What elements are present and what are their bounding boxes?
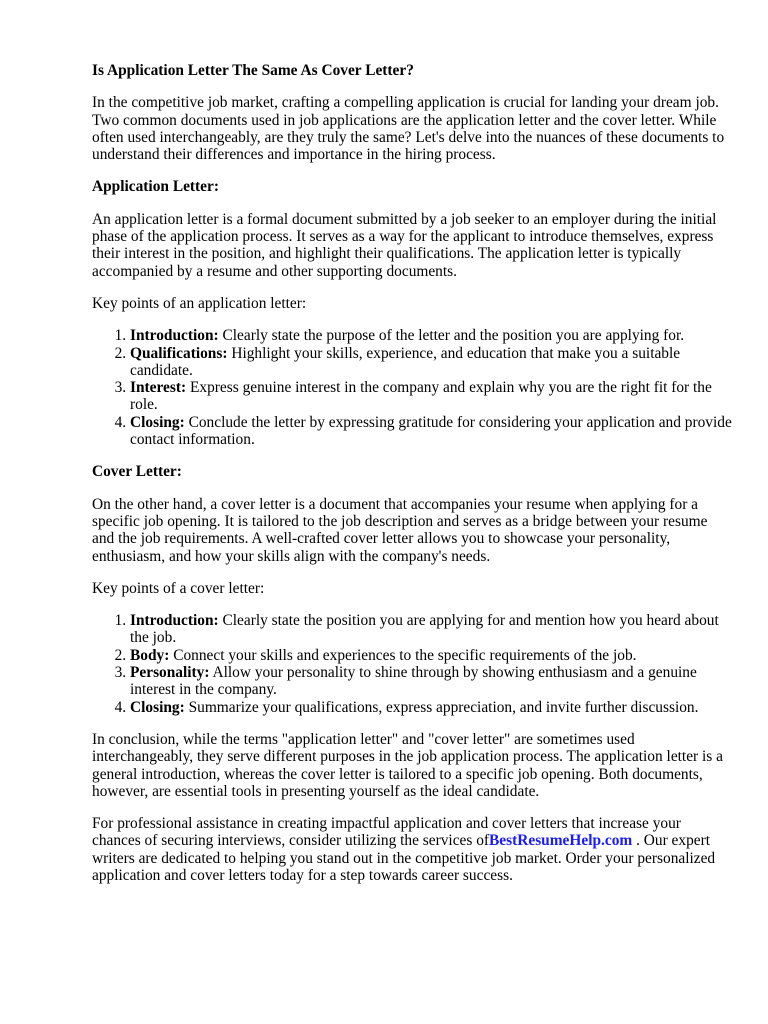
list-item [130, 327, 732, 344]
best-resume-help-link[interactable]: BestResumeHelp.com [489, 832, 633, 850]
list-item-term: Closing: [130, 698, 185, 716]
list-item-term: Personality: [130, 664, 210, 682]
cta-text-after: . Our expert writers are dedicated to helping you stand out in the competitive job market. Order your personalized application and cover letters today for a step towards career success. [92, 832, 716, 884]
list-item-text: Summarize your qualifications, express appreciation, and invite further discussion. [184, 698, 699, 716]
list-item-term: Qualifications: [130, 344, 228, 362]
application-key-points-label: Key points of an application letter: [92, 294, 307, 312]
cover-letter-heading: Cover Letter: [92, 463, 182, 481]
list-item [130, 345, 732, 380]
list-item-term: Body: [130, 646, 170, 664]
application-letter-paragraph: An application letter is a formal document submitted by a job seeker to an employer during the initial phase of the application process. It serves as a way for the applicant to introduce themselves, express their interest in the position, and highlight their qualifications. The application letter is typically accompanied by a resume and other supporting documents. [92, 210, 717, 280]
cta-text-before: For professional assistance in creating impactful application and cover letters that increase your chances of securing interviews, consider utilizing the services of [92, 815, 681, 850]
cover-letter-paragraph: On the other hand, a cover letter is a document that accompanies your resume when applying for a specific job opening. It is tailored to the job description and serves as a bridge between your resume and the job requirements. A well-crafted cover letter allows you to showcase your personality, enthusiasm, and how your skills align with the company's needs. [92, 495, 708, 565]
conclusion-paragraph: In conclusion, while the terms "application letter" and "cover letter" are sometimes used interchangeably, they serve different purposes in the job application process. The application letter is a general introduction, whereas the cover letter is tailored to a specific job opening. Both documents, however, are essential tools in presenting yourself as the ideal candidate. [92, 730, 723, 800]
list-item [130, 647, 732, 664]
application-letter-heading: Application Letter: [92, 178, 219, 196]
list-item [130, 664, 732, 699]
document-title: Is Application Letter The Same As Cover Letter? [92, 62, 414, 79]
application-key-points-list [92, 327, 732, 448]
list-item-text: Express genuine interest in the company and explain why you are the right fit for the role. [130, 379, 712, 414]
cover-key-points-list [92, 612, 732, 716]
list-item [130, 699, 732, 716]
cta-paragraph [92, 815, 732, 884]
cover-key-points-label: Key points of a cover letter: [92, 579, 265, 597]
list-item-text: Highlight your skills, experience, and education that make you a suitable candidate. [130, 344, 681, 379]
intro-paragraph: In the competitive job market, crafting a compelling application is crucial for landing your dream job. Two common documents used in job applications are the application letter and the cover letter. While often used interchangeably, are they truly the same? Let's delve into the nuances of these documents to understand their differences and importance in the hiring process. [92, 94, 725, 164]
list-item-text: Clearly state the position you are applying for and mention how you heard about the job. [130, 612, 719, 647]
list-item-term: Introduction: [130, 327, 219, 345]
list-item [130, 379, 732, 414]
list-item-text: Connect your skills and experiences to the specific requirements of the job. [169, 646, 637, 664]
list-item-text: Clearly state the purpose of the letter and the position you are applying for. [218, 327, 685, 345]
list-item [130, 612, 732, 647]
list-item [130, 414, 732, 449]
list-item-text: Allow your personality to shine through by showing enthusiasm and a genuine interest in the company. [130, 664, 697, 699]
document-page [92, 62, 732, 884]
list-item-term: Interest: [130, 379, 187, 397]
list-item-text: Conclude the letter by expressing gratitude for considering your application and provide contact information. [130, 413, 732, 449]
list-item-term: Closing: [130, 413, 185, 431]
list-item-term: Introduction: [130, 612, 219, 630]
